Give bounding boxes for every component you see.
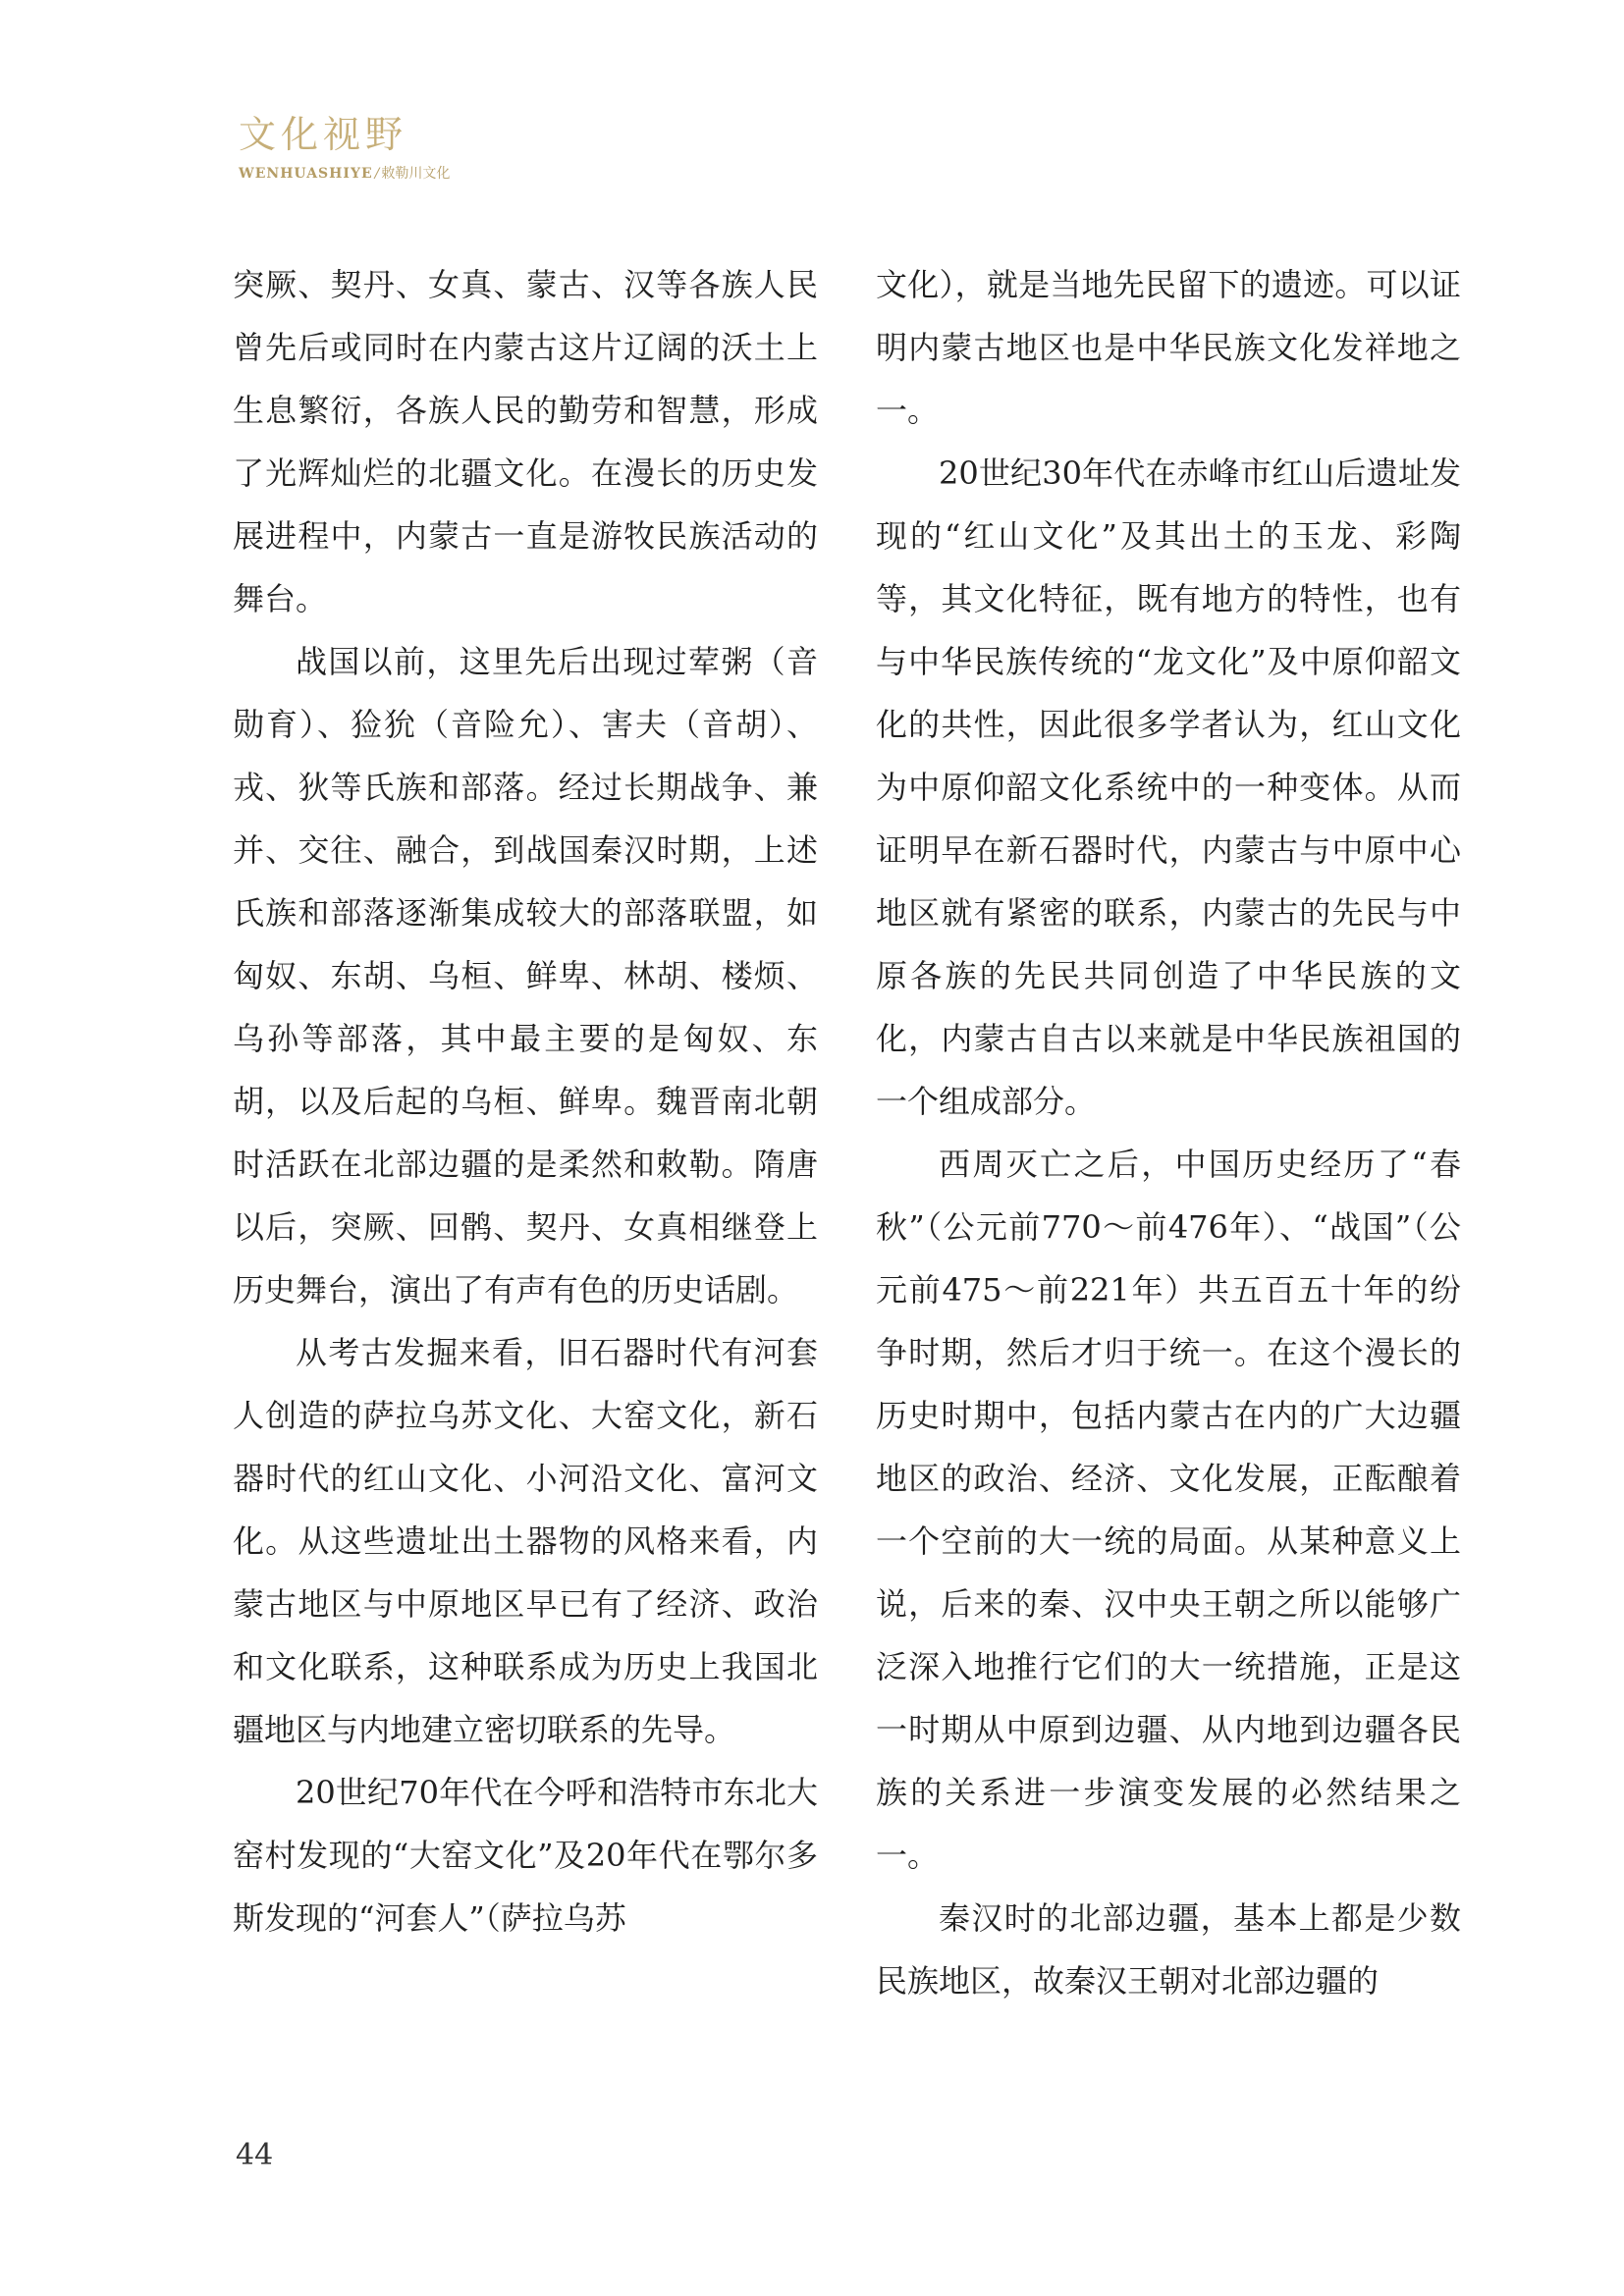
section-subtitle-slash: / — [374, 166, 380, 182]
paragraph: 战国以前，这里先后出现过荤粥（音勋育）、猃狁（音险允）、害夫（音胡）、戎、狄等氏族和部落。经过长期战争、兼并、交往、融合，到战国秦汉时期，上述氏族和部落逐渐集成较大的部落联盟，如匈奴、东胡、乌桓、鲜卑、林胡、楼烦、乌孙等部落，其中最主要的是匈奴、东胡，以及后起的乌桓、鲜卑。魏晋南北朝时活跃在北部边疆的是柔然和敕勒。隋唐以后，突厥、回鹘、契丹、女真相继登上历史舞台，演出了有声有色的历史话剧。 — [233, 643, 818, 1308]
paragraph: 20世纪30年代在赤峰市红山后遗址发现的“红山文化”及其出土的玉龙、彩陶等，其文化特征，既有地方的特性，也有与中华民族传统的“龙文化”及中原仰韶文化的共性，因此很多学者认为，红山文化为中原仰韶文化系统中的一种变体。从而证明早在新石器时代，内蒙古与中原中心地区就有紧密的联系，内蒙古的先民与中原各族的先民共同创造了中华民族的文化，内蒙古自古以来就是中华民族祖国的一个组成部分。 — [876, 454, 1461, 1120]
paragraph: 突厥、契丹、女真、蒙古、汉等各族人民曾先后或同时在内蒙古这片辽阔的沃土上生息繁衍，各族人民的勤劳和智慧，形成了光辉灿烂的北疆文化。在漫长的历史发展进程中，内蒙古一直是游牧民族活动的舞台。 — [233, 266, 818, 617]
running-header — [239, 110, 450, 183]
left-text-column — [233, 253, 818, 1949]
section-subtitle-cn: 敕勒川文化 — [381, 166, 451, 182]
paragraph: 文化），就是当地先民留下的遗迹。可以证明内蒙古地区也是中华民族文化发祥地之一。 — [876, 266, 1461, 429]
paragraph: 20世纪70年代在今呼和浩特市东北大窑村发现的“大窑文化”及20年代在鄂尔多斯发现的“河套人”（萨拉乌苏 — [233, 1774, 818, 1937]
page-number: 44 — [236, 2138, 274, 2172]
section-subtitle-en: WENHUASHIYE — [239, 166, 373, 182]
right-text-column — [876, 253, 1461, 2012]
paragraph: 秦汉时的北部边疆，基本上都是少数民族地区，故秦汉王朝对北部边疆的 — [876, 1899, 1461, 2000]
section-subtitle — [239, 165, 450, 183]
section-title: 文化视野 — [239, 113, 408, 156]
paragraph: 西周灭亡之后，中国历史经历了“春秋”（公元前770～前476年）、“战国”（公元前475～前221年）共五百五十年的纷争时期，然后才归于统一。在这个漫长的历史时期中，包括内蒙古在内的广大边疆地区的政治、经济、文化发展，正酝酿着一个空前的大一统的局面。从某种意义上说，后来的秦、汉中央王朝之所以能够广泛深入地推行它们的大一统措施，正是这一时期从中原到边疆、从内地到边疆各民族的关系进一步演变发展的必然结果之一。 — [876, 1146, 1461, 1874]
paragraph: 从考古发掘来看，旧石器时代有河套人创造的萨拉乌苏文化、大窑文化，新石器时代的红山文化、小河沿文化、富河文化。从这些遗址出土器物的风格来看，内蒙古地区与中原地区早已有了经济、政治和文化联系，这种联系成为历史上我国北疆地区与内地建立密切联系的先导。 — [233, 1334, 818, 1748]
